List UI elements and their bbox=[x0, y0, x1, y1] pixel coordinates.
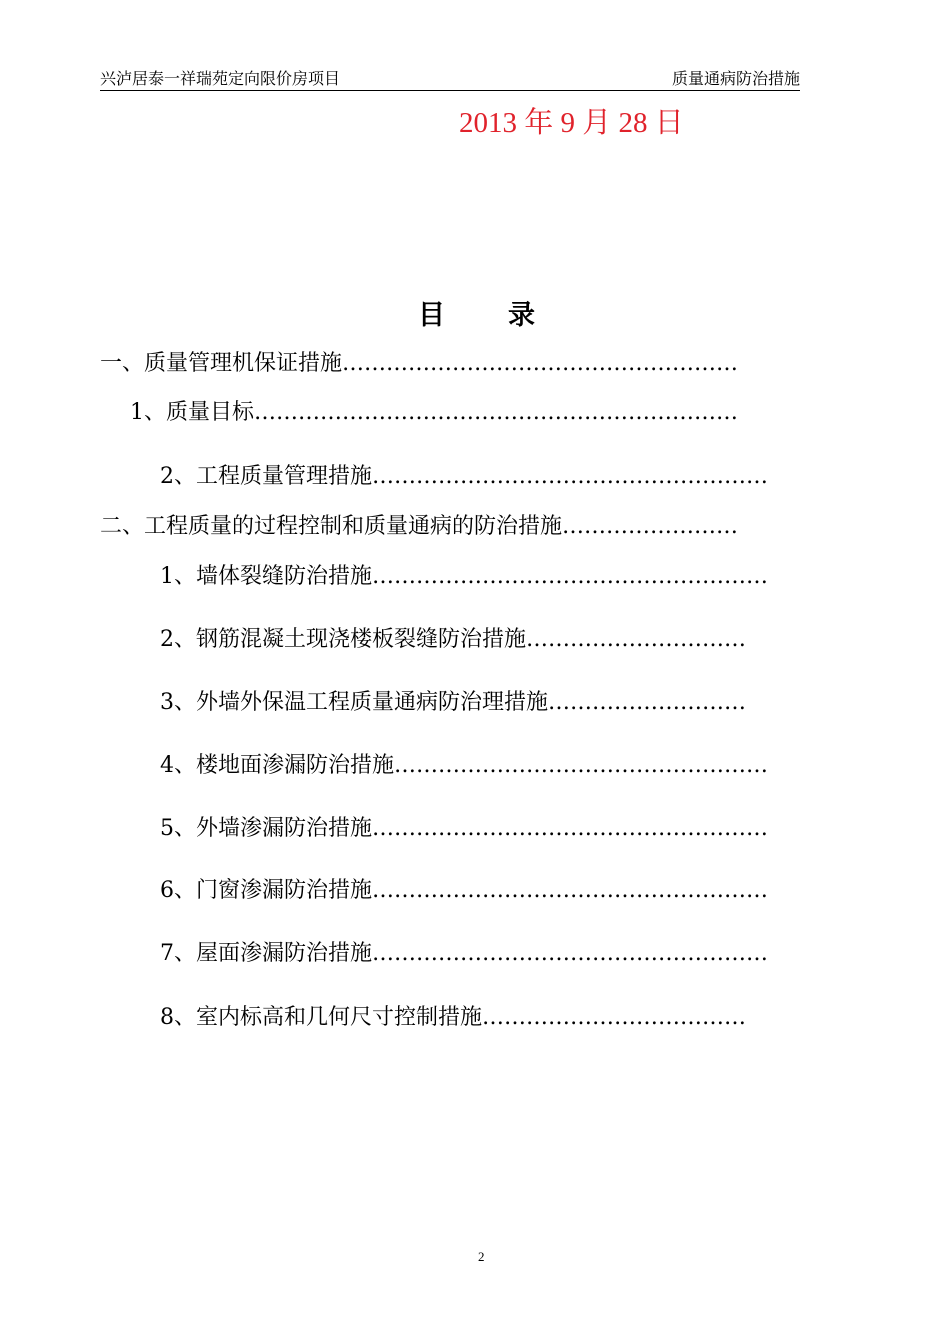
document-date: 2013 年 9 月 28 日 bbox=[459, 107, 684, 139]
toc-title-part1: 目 bbox=[418, 300, 445, 331]
toc-entry-text: 2、工程质量管理措施 bbox=[160, 464, 372, 489]
toc-entry-text: 1、墙体裂缝防治措施 bbox=[160, 564, 372, 589]
toc-entry-text: 一、质量管理机保证措施 bbox=[100, 351, 343, 376]
toc-title-part2: 录 bbox=[508, 300, 535, 331]
toc-entry-text: 4、楼地面渗漏防治措施 bbox=[160, 753, 394, 778]
toc-entry bbox=[100, 512, 820, 542]
toc-entry-leader: ………………………… bbox=[526, 627, 746, 652]
toc-entry bbox=[160, 562, 820, 592]
toc-entry-text: 5、外墙渗漏防治措施 bbox=[160, 816, 372, 841]
toc-entry bbox=[100, 349, 820, 379]
toc-entry-leader: ……………………… bbox=[548, 690, 746, 715]
toc-entry bbox=[160, 751, 820, 781]
toc-entry-leader: ……………………………………………… bbox=[372, 941, 768, 966]
page-number: 2 bbox=[478, 1249, 485, 1264]
toc-entry-leader: ……………………………… bbox=[482, 1005, 746, 1030]
toc-entry-text: 7、屋面渗漏防治措施 bbox=[160, 941, 372, 966]
toc-entry-leader: …………………………………………… bbox=[394, 753, 768, 778]
toc-entry-leader: ……………………………………………… bbox=[372, 878, 768, 903]
toc-entry-text: 1、质量目标 bbox=[130, 400, 254, 425]
toc-entry bbox=[160, 876, 820, 906]
toc-entry bbox=[130, 398, 790, 428]
toc-title bbox=[418, 293, 535, 332]
toc-entry-leader: ……………………………………………… bbox=[342, 351, 739, 376]
toc-entry-text: 二、工程质量的过程控制和质量通病的防治措施 bbox=[100, 514, 563, 539]
toc-entry-text: 6、门窗渗漏防治措施 bbox=[160, 878, 372, 903]
page-header bbox=[100, 64, 800, 91]
toc-entry-leader: ……………………………………………… bbox=[372, 816, 768, 841]
toc-entry-text: 8、室内标高和几何尺寸控制措施 bbox=[160, 1005, 482, 1030]
toc-entry bbox=[160, 462, 820, 492]
toc-entry-text: 2、钢筋混凝土现浇楼板裂缝防治措施 bbox=[160, 627, 526, 652]
header-project-name: 兴泸居泰一祥瑞苑定向限价房项目 bbox=[100, 69, 341, 88]
toc-entry bbox=[160, 814, 820, 844]
toc-entry bbox=[160, 625, 820, 655]
toc-entry-text: 3、外墙外保温工程质量通病防治理措施 bbox=[160, 690, 548, 715]
header-document-title: 质量通病防治措施 bbox=[671, 69, 800, 88]
toc-entry-leader: ……………………………………………… bbox=[372, 464, 768, 489]
toc-entry-leader: …………………… bbox=[562, 514, 739, 539]
toc-entry bbox=[160, 939, 820, 969]
toc-entry-leader: ……………………………………………… bbox=[372, 564, 768, 589]
toc-entry bbox=[160, 688, 820, 718]
toc-entry-leader: ………………………………………………………… bbox=[254, 400, 738, 425]
toc-entry bbox=[160, 1003, 820, 1033]
